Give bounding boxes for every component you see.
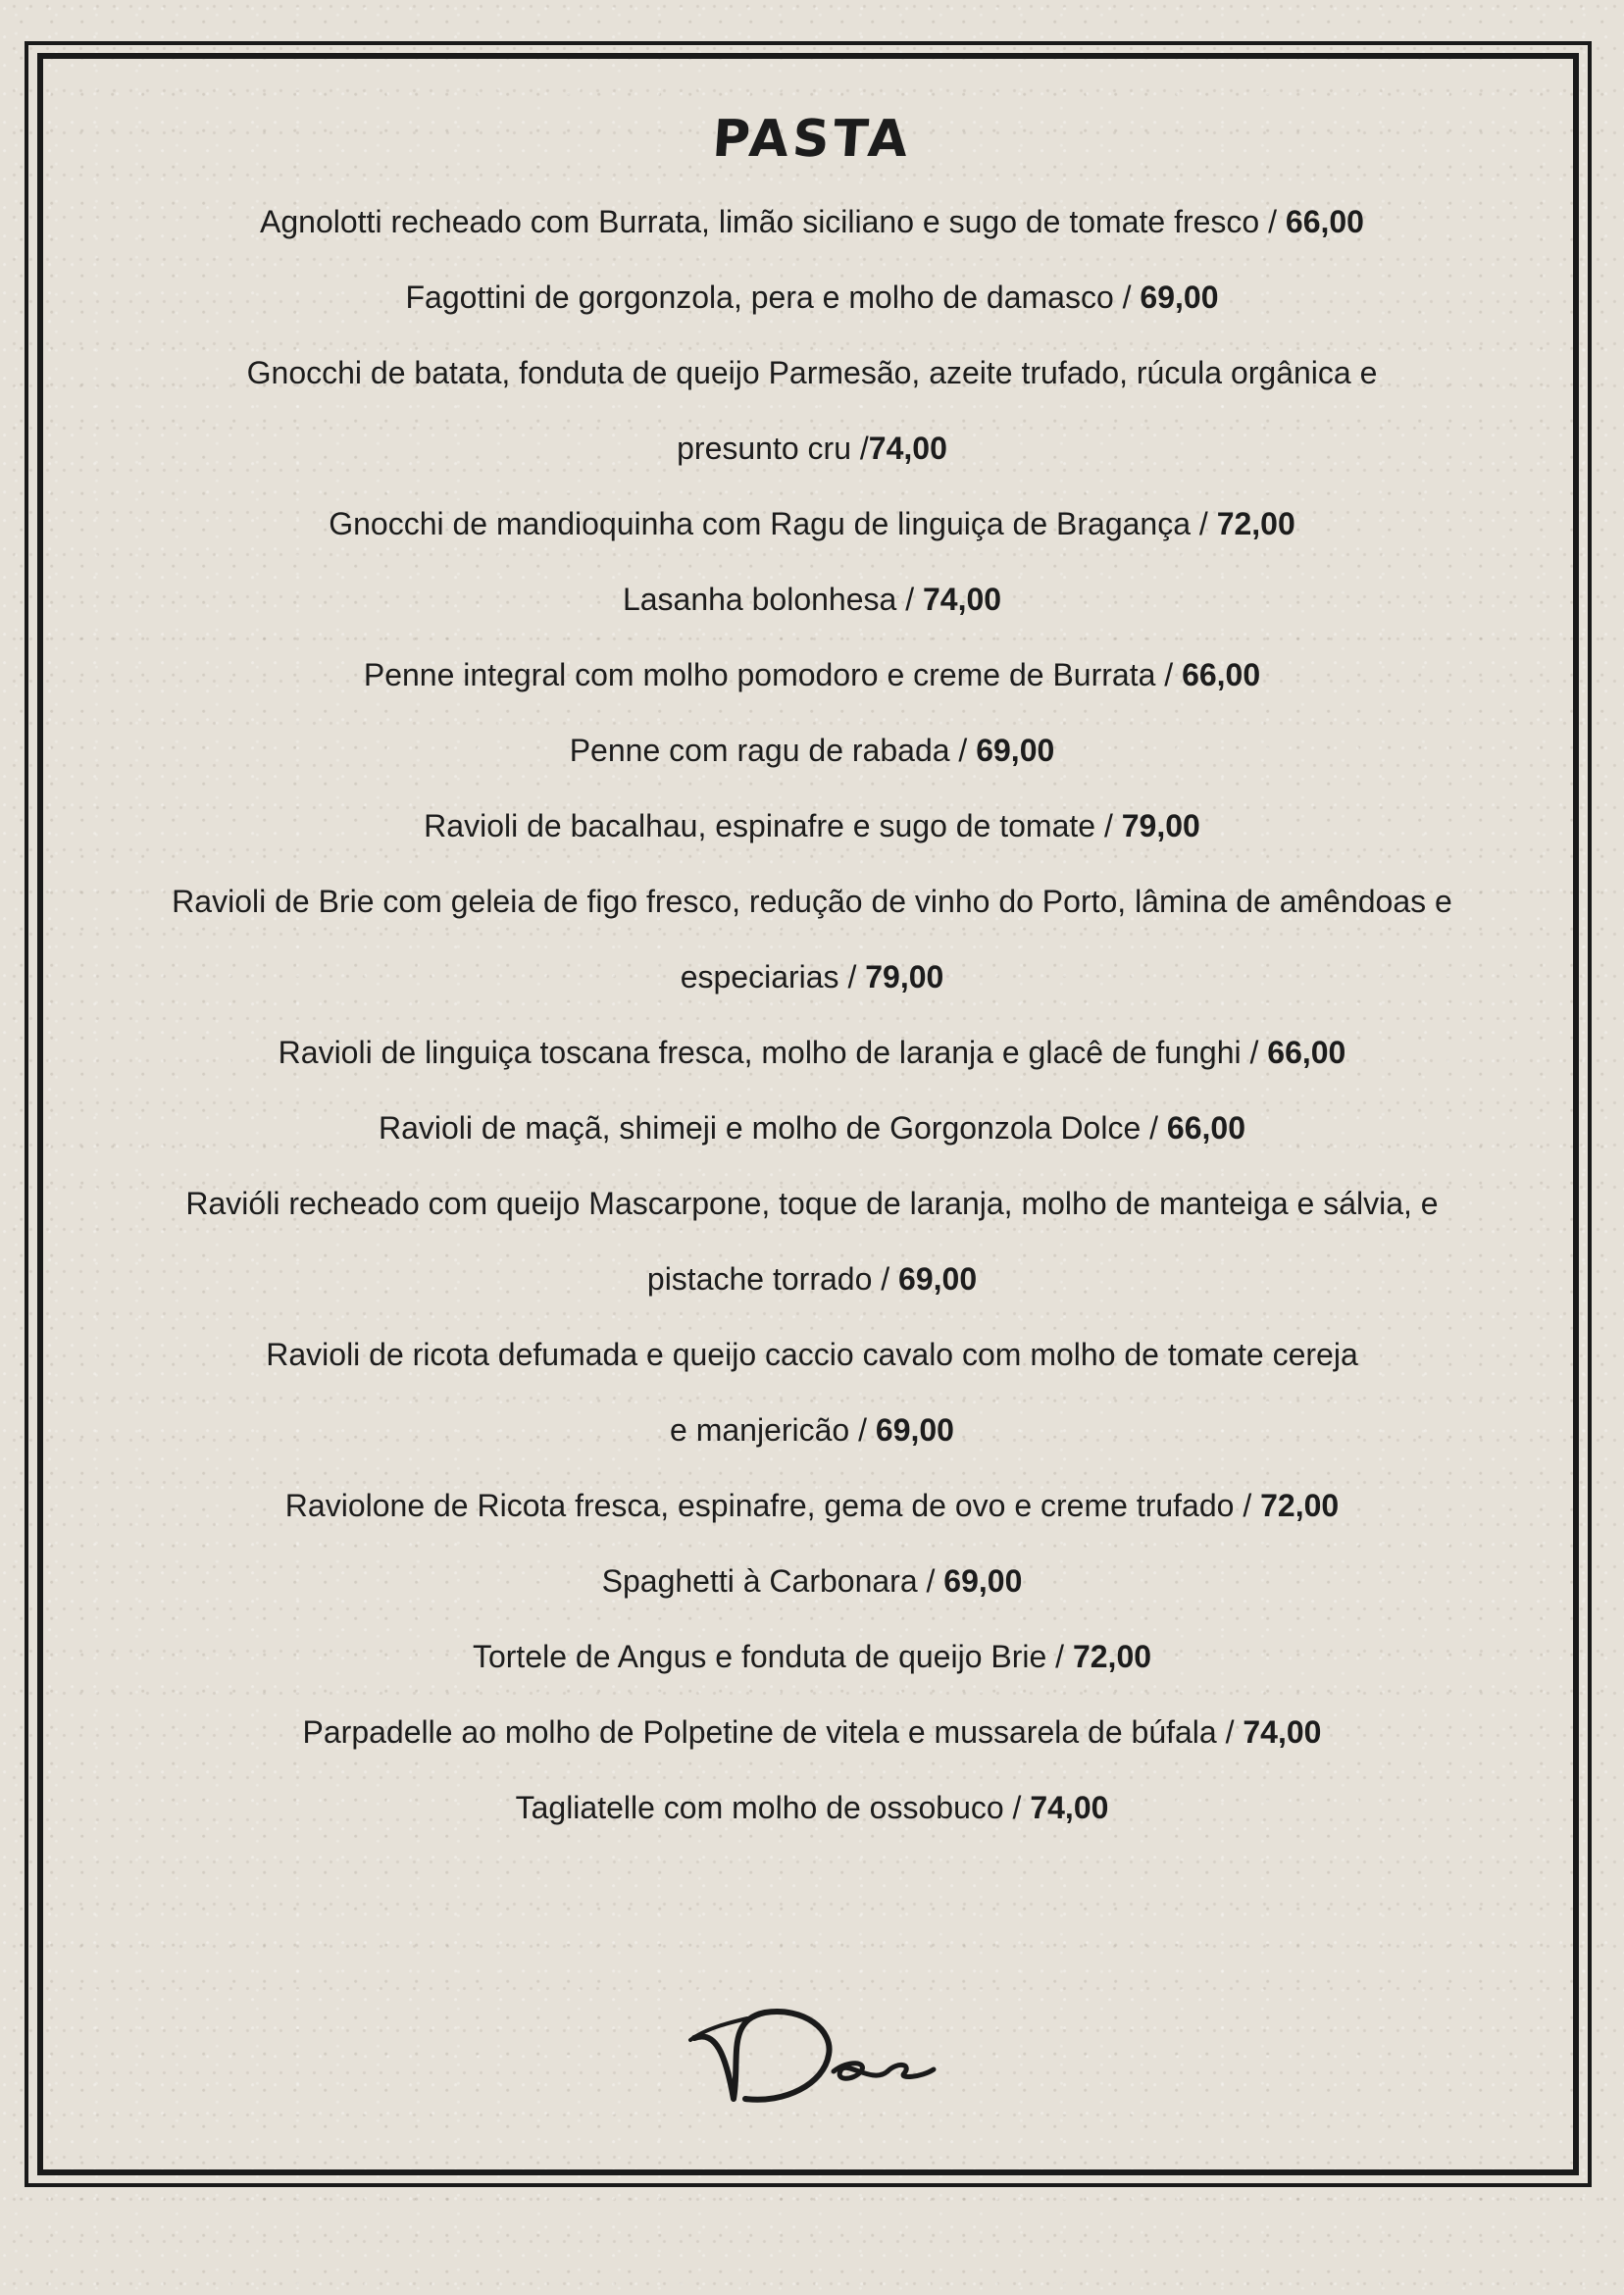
menu-item-text: Fagottini de gorgonzola, pera e molho de damasco / xyxy=(405,280,1141,315)
menu-line xyxy=(0,638,1624,713)
menu-line xyxy=(0,1317,1624,1393)
menu-item-price: 74,00 xyxy=(1030,1790,1109,1825)
menu-line xyxy=(0,1015,1624,1091)
menu-item-price: 69,00 xyxy=(1140,280,1219,315)
menu-item-text: Ravioli de ricota defumada e queijo caccio cavalo com molho de tomate cereja xyxy=(266,1337,1358,1372)
menu-item-text: Lasanha bolonhesa / xyxy=(622,582,923,617)
menu-item-text: Ravioli de linguiça toscana fresca, molho de laranja e glacê de funghi / xyxy=(278,1035,1268,1070)
menu-line xyxy=(0,1393,1624,1468)
menu-item-text: Ravioli de maçã, shimeji e molho de Gorgonzola Dolce / xyxy=(378,1110,1167,1146)
menu-section-title: PASTA xyxy=(710,110,914,169)
menu-line xyxy=(0,1091,1624,1166)
menu-item-text: especiarias / xyxy=(680,959,866,994)
menu-item-text: pistache torrado / xyxy=(646,1261,899,1297)
menu-line xyxy=(0,411,1624,486)
menu-line xyxy=(0,486,1624,562)
menu-item-price: 79,00 xyxy=(1121,808,1200,843)
menu-item-price: 72,00 xyxy=(1260,1488,1340,1523)
menu-line xyxy=(0,864,1624,940)
menu-line xyxy=(0,713,1624,789)
menu-item-price: 69,00 xyxy=(898,1261,978,1297)
menu-item-text: Tagliatelle com molho de ossobuco / xyxy=(515,1790,1031,1825)
menu-item-text: Ravioli de bacalhau, espinafre e sugo de tomate / xyxy=(424,808,1122,843)
menu-item-text: presunto cru / xyxy=(677,431,869,466)
signature-logo xyxy=(686,2001,941,2118)
menu-line xyxy=(0,1619,1624,1695)
menu-item-price: 74,00 xyxy=(868,431,947,466)
menu-item-text: Ravioli de Brie com geleia de figo fresco, redução de vinho do Porto, lâmina de amêndoas e xyxy=(172,884,1452,919)
menu-item-text: Tortele de Angus e fonduta de queijo Brie / xyxy=(472,1639,1073,1674)
menu-item-text: Ravióli recheado com queijo Mascarpone, toque de laranja, molho de manteiga e sálvia, e xyxy=(185,1186,1439,1221)
menu-line xyxy=(0,562,1624,638)
menu-line xyxy=(0,1468,1624,1544)
menu-list xyxy=(0,184,1624,1846)
menu-line xyxy=(0,260,1624,335)
menu-item-text: Spaghetti à Carbonara / xyxy=(601,1563,944,1599)
menu-line xyxy=(0,335,1624,411)
menu-item-text: Gnocchi de mandioquinha com Ragu de linguiça de Bragança / xyxy=(329,506,1217,541)
menu-item-price: 74,00 xyxy=(1243,1714,1322,1750)
menu-item-text: Gnocchi de batata, fonduta de queijo Parmesão, azeite trufado, rúcula orgânica e xyxy=(246,355,1378,390)
menu-item-price: 69,00 xyxy=(976,733,1055,768)
menu-item-price: 66,00 xyxy=(1285,204,1364,239)
menu-line xyxy=(0,1166,1624,1242)
menu-item-text: e manjericão / xyxy=(670,1412,876,1448)
menu-line xyxy=(0,184,1624,260)
menu-item-price: 66,00 xyxy=(1166,1110,1245,1146)
menu-item-text: Agnolotti recheado com Burrata, limão siciliano e sugo de tomate fresco / xyxy=(260,204,1286,239)
menu-line xyxy=(0,1695,1624,1770)
menu-item-text: Penne com ragu de rabada / xyxy=(569,733,977,768)
menu-item-price: 72,00 xyxy=(1216,506,1295,541)
menu-item-price: 69,00 xyxy=(943,1563,1023,1599)
menu-line xyxy=(0,940,1624,1015)
menu-item-text: Penne integral com molho pomodoro e creme de Burrata / xyxy=(363,657,1183,692)
menu-line xyxy=(0,789,1624,864)
menu-item-text: Raviolone de Ricota fresca, espinafre, gema de ovo e creme trufado / xyxy=(284,1488,1261,1523)
menu-item-price: 66,00 xyxy=(1267,1035,1346,1070)
menu-item-price: 79,00 xyxy=(865,959,944,994)
menu-line xyxy=(0,1770,1624,1846)
menu-item-price: 69,00 xyxy=(875,1412,954,1448)
menu-line xyxy=(0,1544,1624,1619)
menu-item-price: 72,00 xyxy=(1072,1639,1152,1674)
menu-item-text: Parpadelle ao molho de Polpetine de vitela e mussarela de búfala / xyxy=(302,1714,1243,1750)
menu-item-price: 74,00 xyxy=(922,582,1002,617)
menu-item-price: 66,00 xyxy=(1182,657,1261,692)
menu-line xyxy=(0,1242,1624,1317)
